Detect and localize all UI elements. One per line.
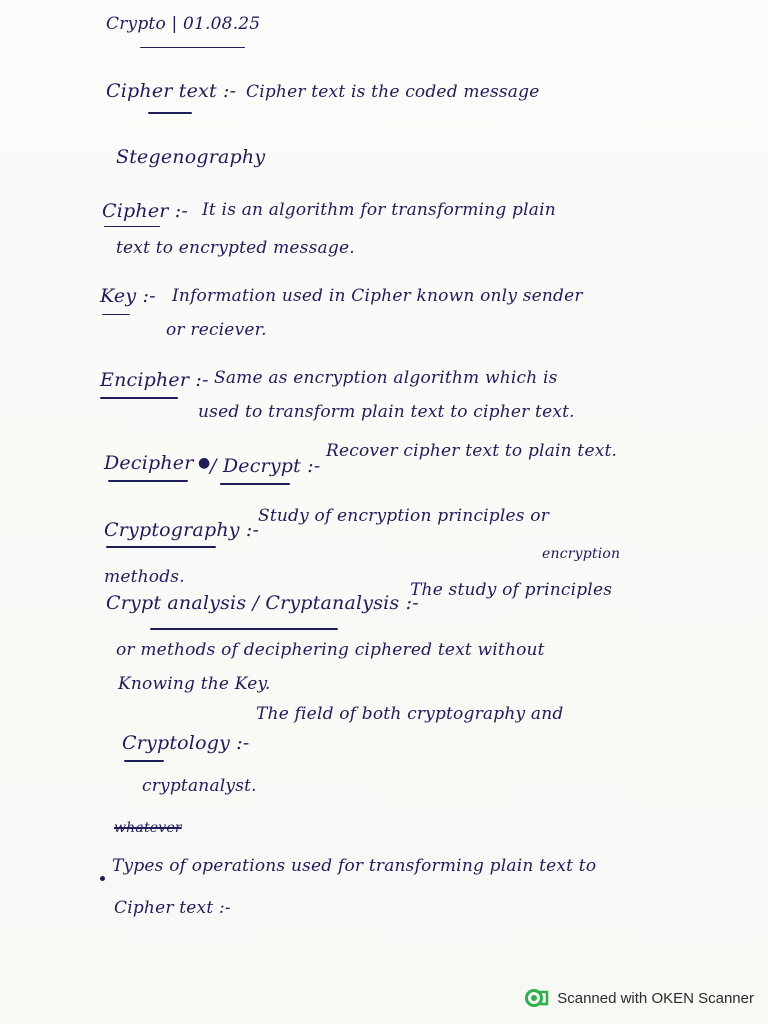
cipher-text-definition: Cipher text is the coded message bbox=[246, 82, 540, 102]
cryptology-definition-line-2: cryptanalyst. bbox=[142, 776, 257, 796]
encipher-underline bbox=[100, 397, 178, 399]
decipher-term: Decipher bbox=[104, 452, 194, 474]
steganography-term: Stegenography bbox=[116, 146, 266, 168]
key-underline bbox=[102, 314, 130, 315]
cryptography-definition-line-1: Study of encryption principles or bbox=[258, 506, 550, 526]
types-of-operations-line-2: Cipher text :- bbox=[114, 898, 231, 918]
cipher-definition-line-2: text to encrypted message. bbox=[116, 238, 355, 258]
encipher-definition-line-1: Same as encryption algorithm which is bbox=[214, 368, 558, 388]
cipher-underline bbox=[104, 226, 160, 227]
cryptography-term: Cryptography :- bbox=[104, 519, 260, 541]
decrypt-term: / Decrypt :- bbox=[210, 455, 321, 477]
cipher-text-term: Cipher text :- bbox=[106, 80, 237, 102]
title-underline bbox=[140, 47, 245, 48]
decipher-underline bbox=[108, 480, 188, 482]
scanner-label: Scanned with OKEN Scanner bbox=[557, 989, 754, 1007]
cipher-definition-line-1: It is an algorithm for transforming plain bbox=[202, 200, 556, 220]
struck-out-word: whatever bbox=[114, 820, 182, 836]
decipher-definition: Recover cipher text to plain text. bbox=[326, 441, 618, 461]
cipher-text-underline bbox=[148, 112, 192, 114]
cryptanalysis-term: Crypt analysis / Cryptanalysis :- bbox=[106, 592, 419, 614]
cryptanalysis-insertion: encryption bbox=[542, 546, 621, 562]
cryptology-definition-line-1: The field of both cryptography and bbox=[256, 704, 564, 724]
bullet-point bbox=[100, 876, 105, 881]
key-term: Key :- bbox=[100, 285, 156, 307]
cryptanalysis-definition-line-2: or methods of deciphering ciphered text without bbox=[116, 640, 545, 660]
oken-scanner-logo-icon bbox=[525, 988, 549, 1008]
cryptanalysis-definition-line-1: The study of principles bbox=[410, 580, 613, 600]
scribble-mark: ● bbox=[198, 455, 211, 471]
encipher-definition-line-2: used to transform plain text to cipher text. bbox=[198, 402, 575, 422]
cryptography-underline bbox=[106, 546, 216, 548]
scanner-watermark bbox=[525, 988, 754, 1008]
encipher-term: Encipher :- bbox=[100, 369, 209, 391]
cryptology-underline bbox=[124, 760, 164, 762]
cipher-term: Cipher :- bbox=[102, 200, 189, 222]
cryptanalysis-definition-line-3: Knowing the Key. bbox=[118, 674, 271, 694]
decrypt-underline bbox=[220, 483, 290, 485]
key-definition-line-2: or reciever. bbox=[166, 320, 267, 340]
cryptanalysis-underline bbox=[150, 628, 338, 630]
key-definition-line-1: Information used in Cipher known only sender bbox=[172, 286, 583, 306]
note-title: Crypto | 01.08.25 bbox=[106, 14, 261, 34]
cryptography-definition-line-2: methods. bbox=[104, 567, 185, 587]
types-of-operations-line-1: Types of operations used for transforming plain text to bbox=[112, 856, 597, 876]
cryptology-term: Cryptology :- bbox=[122, 732, 250, 754]
